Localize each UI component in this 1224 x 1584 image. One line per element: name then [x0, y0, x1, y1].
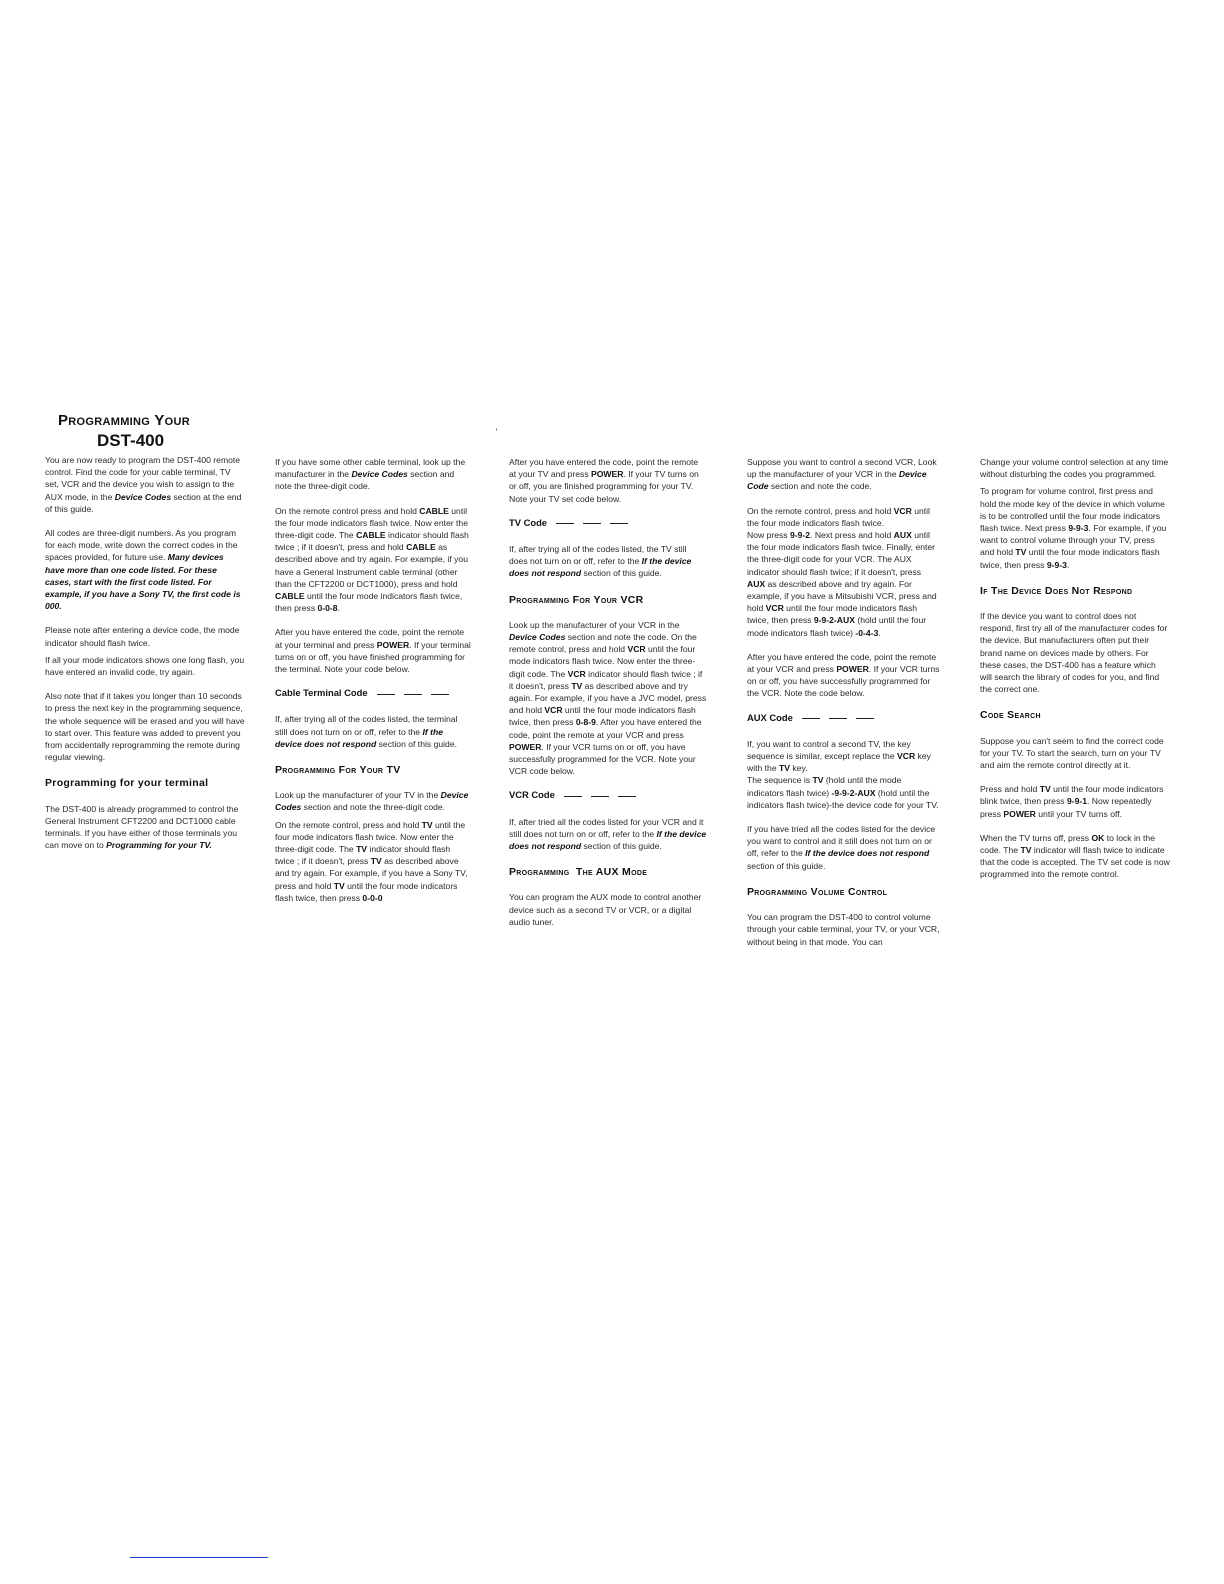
section-heading-aux: Programming The AUX Mode — [509, 866, 648, 879]
cable-steps-paragraph: On the remote control press and hold CABLE until the four mode indicators flash twice. Now enter the three-digit code. The CABLE indicator should flash twice ; if it doesn't, press and hold CABLE as described above and try again. For example, if you have a General Instrument cable terminal (other than the CFT2200 or DCT1000), press and hold CABLE until the four mode indicators flash twice, then press 0-0-8. — [275, 505, 469, 614]
codes-paragraph: All codes are three-digit numbers. As you program for each mode, write down the correct codes in the spaces provided, for future use. Many devices have more than one code listed. For these cases, start with the first code listed. For example, if you have a Sony TV, the first code is 000. — [45, 528, 241, 612]
volume-intro-paragraph: You can program the DST-400 to control volume through your cable terminal, your TV, or your VCR, without being in that mode. You can — [747, 912, 940, 947]
section-heading-terminal: Programming for your terminal — [45, 777, 209, 790]
page-title-model: DST-400 — [97, 431, 165, 450]
section-heading-tv: Programming For Your TV — [275, 764, 401, 777]
code-search-intro-paragraph: Suppose you can't seem to find the correct code for your TV. To start the search, turn on your TV and aim the remote control directly at it. — [980, 735, 1164, 771]
section-heading-code-search: Code Search — [980, 709, 1041, 722]
volume-steps-paragraph: To program for volume control, first press and hold the mode key of the device in which volume is to be controlled until the four mode indicators flash twice. Next press 9-9-3. For example, if you want to control volume through your TV, press and hold TV until the four mode indicators flash twice, then press 9-9-3. — [980, 486, 1167, 570]
vcr-refer-paragraph: If, after tried all the codes listed for your VCR and it still does not turn on or off, refer to the If the device does not respond section of this guide. — [509, 816, 707, 852]
code-search-steps-paragraph: Press and hold TV until the four mode indicators blink twice, then press 9-9-1. Now repeatedly press POWER until your TV turns off. — [980, 784, 1164, 819]
code-search-lock-paragraph: When the TV turns off, press OK to lock in the code. The TV indicator will flash twice to indicate that the code is accepted. The TV set code is now programmed into the remote control. — [980, 832, 1170, 880]
aux-tv-paragraph: If, you want to control a second TV, the key sequence is similar, except replace the VCR key with the TV key. The sequence is TV (hold until the mode indicators flash twice) -9-9-2-AUX (hold until the indicators flash twice)-the device code for your TV. — [747, 738, 939, 810]
tv-power-paragraph: After you have entered the code, point the remote at your TV and press POWER. If your TV turns on or off, you are finished programming for your TV. Note your TV set code below. — [509, 457, 699, 504]
section-heading-volume: Programming Volume Control — [747, 885, 888, 898]
note-paragraph: Please note after entering a device code, the mode indicator should flash twice. — [45, 625, 240, 648]
volume-change-paragraph: Change your volume control selection at any time without disturbing the codes you programmed. — [980, 457, 1169, 480]
other-terminal-paragraph: If you have some other cable terminal, look up the manufacturer in the Device Codes section and note the three-digit code. — [275, 457, 466, 492]
aux-power-paragraph: After you have entered the code, point the remote at your VCR and press POWER. If your VCR turns on or off, you have successfully programmed for the VCR. Note the code below. — [747, 651, 940, 699]
stray-mark — [496, 428, 497, 431]
column-4 — [747, 456, 940, 960]
aux-code-line: AUX Code — [747, 712, 940, 724]
timeout-paragraph: Also note that if it takes you longer than 10 seconds to press the next key in the programming sequence, the whole sequence will be erased and you will have to start over. This feature was added to prevent you from accidentally reprogramming the remote during regular viewing. — [45, 691, 245, 763]
vcr-code-line: VCR Code — [509, 789, 707, 801]
terminal-paragraph: The DST-400 is already programmed to control the General Instrument CFT2200 and DCT1000 cable terminals. If you have either of those terminals you can move on to Programming for your TV. — [45, 803, 239, 851]
aux-intro-paragraph: You can program the AUX mode to control another device such as a second TV or VCR, or a digital audio tuner. — [509, 892, 702, 927]
intro-paragraph: You are now ready to program the DST-400 remote control. Find the code for your cable terminal, TV set, VCR and the device you wish to assign to the AUX mode, in the Device Codes section at the end of this guide. — [45, 455, 242, 514]
no-respond-paragraph: If the device you want to control does not respond, first try all of the manufacturer codes for the device. But manufacturers often put their brand name on devices made by others. For these cases, the DST-400 has a feature which will search the library of codes for you, and find the correct one. — [980, 611, 1168, 695]
column-2 — [275, 456, 471, 916]
tv-refer-paragraph: If, after trying all of the codes listed, the TV still does not turn on or off, refer to the If the device does not respond section of this guide. — [509, 544, 692, 579]
cable-refer-paragraph: If, after trying all of the codes listed, the terminal still does not turn on or off, refer to the If the device does not respond section of this guide. — [275, 714, 458, 749]
tv-lookup-paragraph: Look up the manufacturer of your TV in the Device Codes section and note the three-digit code. — [275, 790, 469, 813]
tv-steps-paragraph: On the remote control, press and hold TV until the four mode indicators flash twice. Now enter the three-digit code. The TV indicator should flash twice ; if it doesn't, press TV as described above and try again. For example, if you have a Sony TV, press and hold TV until the four mode indicators flash twice, then press 0-0-0 — [275, 819, 468, 903]
column-5 — [980, 456, 1170, 893]
aux-steps-paragraph: On the remote control, press and hold VCR until the four mode indicators flash twice. Now press 9-9-2. Next press and hold AUX until the four mode indicators flash twice. Finally, enter the three-digit code for your VCR. The AUX indicator should flash twice; if it doesn't, press AUX as described above and try again. For example, if you have a Mitsubishi VCR, press and hold VCR until the four mode indicators flash twice, then press 9-9-2-AUX (hold until the four mode indicators flash twice) -0-4-3. — [747, 505, 937, 638]
aux-vcr-paragraph: Suppose you want to control a second VCR, Look up the manufacturer of your VCR in the Device Code section and note the code. — [747, 457, 937, 492]
aux-refer-paragraph: If you have tried all the codes listed for the device you want to control and it still does not turn on or off, refer to the If the device does not respond section of this guide. — [747, 824, 936, 871]
vcr-steps-paragraph: Look up the manufacturer of your VCR in the Device Codes section and note the code. On the remote control, press and hold VCR until the four mode indicators flash twice. Now enter the three-digit code. The VCR indicator should flash twice ; if it doesn't, press TV as described above and try again. For example, if you have a JVC model, press and hold VCR until the four mode indicators flash twice, then press 0-8-9. After you have entered the code, point the remote at your VCR and press POWER. If your VCR turns on or off, you have successfully programmed for the VCR. Note your VCR code below. — [509, 619, 707, 777]
footer-rule — [130, 1557, 268, 1558]
invalid-code-paragraph: If all your mode indicators shows one long flash, you have entered an invalid code, try again. — [45, 654, 245, 678]
column-3 — [509, 456, 707, 940]
column-1 — [45, 454, 245, 863]
section-heading-vcr: Programming For Your VCR — [509, 593, 644, 606]
cable-power-paragraph: After you have entered the code, point the remote at your terminal and press POWER. If your terminal turns on or off, you have finished programming for the terminal. Note your code below. — [275, 627, 471, 675]
cable-code-line: Cable Terminal Code — [275, 687, 471, 699]
page-title-line1: Programming Your — [58, 412, 190, 429]
tv-code-line: TV Code — [509, 517, 707, 529]
section-heading-no-respond: If The Device Does Not Respond — [980, 584, 1133, 597]
